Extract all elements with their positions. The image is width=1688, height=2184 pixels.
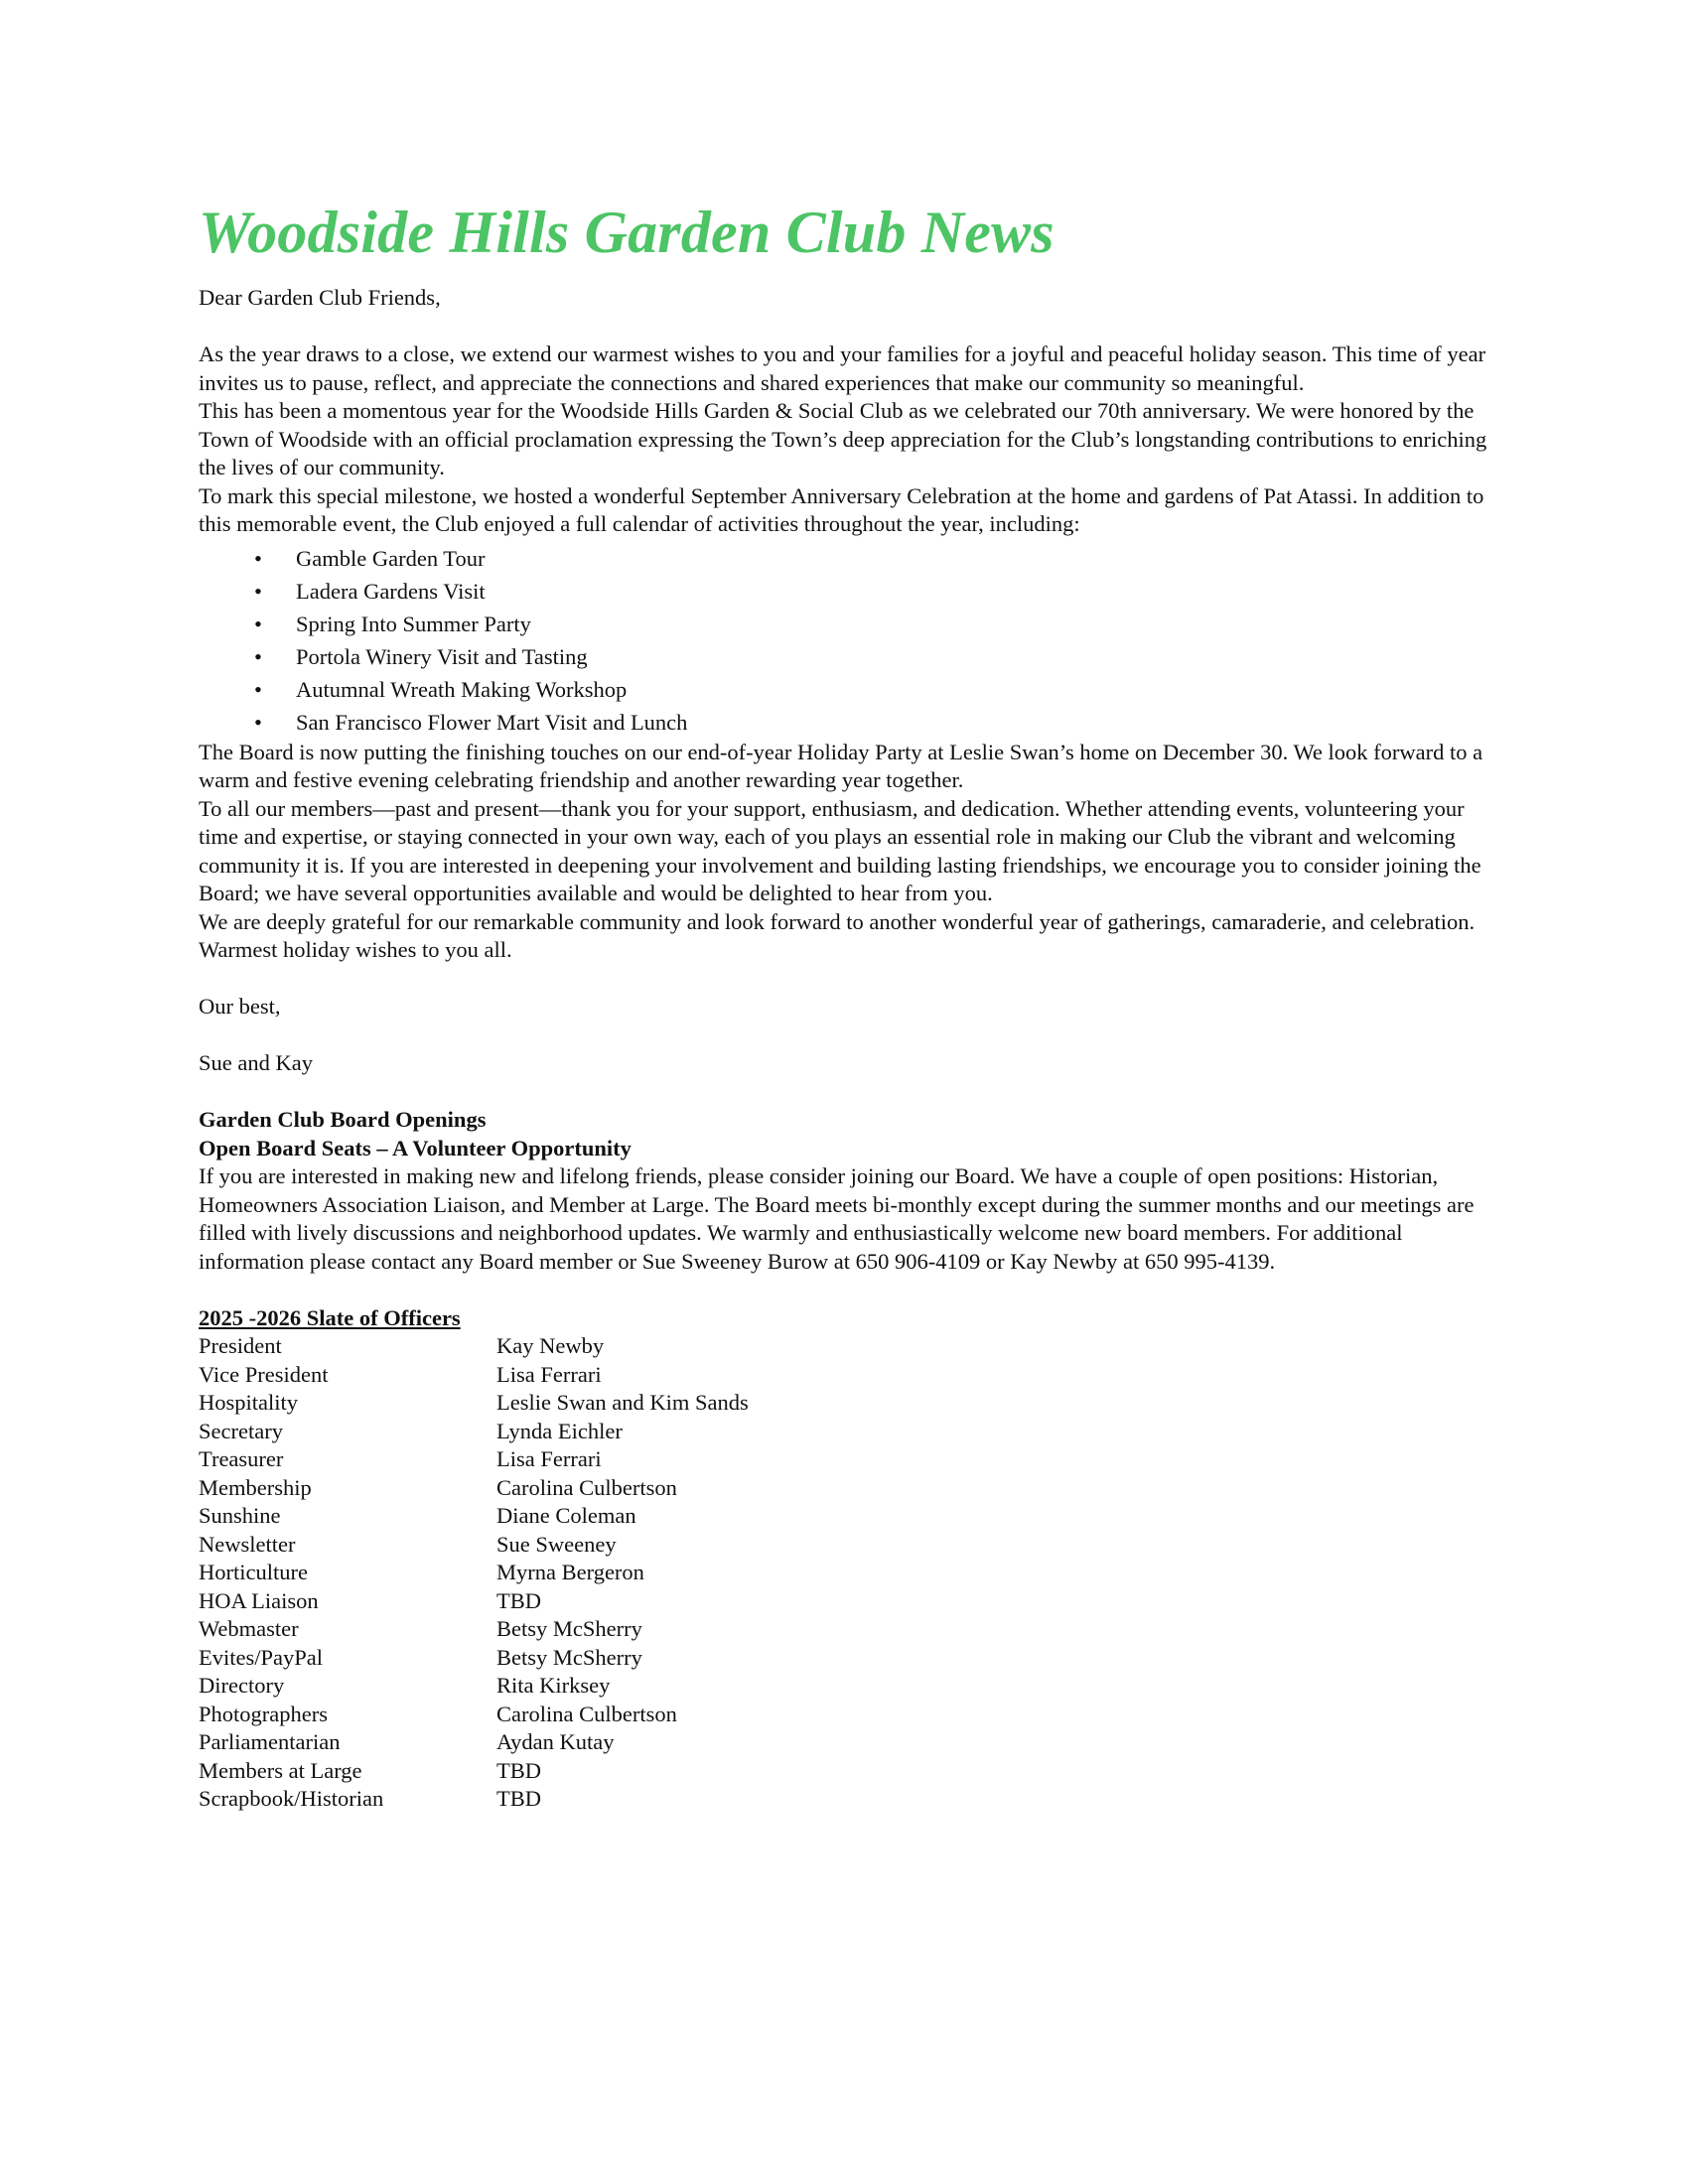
table-row: Hospitality Leslie Swan and Kim Sands xyxy=(199,1390,749,1415)
spacer xyxy=(199,1276,1489,1304)
bullet-icon: • xyxy=(254,643,262,669)
table-row: Evites/PayPal Betsy McSherry xyxy=(199,1644,642,1670)
table-row: Treasurer Lisa Ferrari xyxy=(199,1446,602,1471)
bullet-icon: • xyxy=(254,578,262,604)
list-item: • Ladera Gardens Visit xyxy=(199,575,1489,608)
board-openings-heading: Garden Club Board Openings xyxy=(199,1107,487,1132)
board-openings-body: If you are interested in making new and lifelong friends, please consider joining our Board. We have a couple of open positions: Historian, Homeowners Association Liaison, and Member at Large. The Board meets bi-monthly except during the summer months and our meetings are filled with lively discussions and neighborhood updates. We warmly and enthusiastically welcome new board members. For additional information please contact any Board member or Sue Sweeney Burow at 650 906-4109 or Kay Newby at 650 995-4139. xyxy=(199,1163,1475,1274)
table-row: President Kay Newby xyxy=(199,1333,605,1358)
spacer xyxy=(199,1022,1489,1050)
intro-paragraph-1: As the year draws to a close, we extend our warmest wishes to you and your families for a joyful and peaceful holiday season. This time of year invites us to pause, reflect, and appreciate the connections and shared experiences that make our community so meaningful. xyxy=(199,341,1486,395)
board-openings-subheading: Open Board Seats – A Volunteer Opportunity xyxy=(199,1135,632,1160)
wishes-paragraph: Warmest holiday wishes to you all. xyxy=(199,937,512,962)
table-row: Horticulture Myrna Bergeron xyxy=(199,1560,644,1584)
table-row: Directory Rita Kirksey xyxy=(199,1673,611,1698)
table-row: Sunshine Diane Coleman xyxy=(199,1503,636,1528)
greeting: Dear Garden Club Friends, xyxy=(199,285,441,310)
list-item: • Gamble Garden Tour xyxy=(199,542,1489,575)
list-item: • San Francisco Flower Mart Visit and Lunch xyxy=(199,706,1489,739)
table-row: Newsletter Sue Sweeney xyxy=(199,1531,617,1557)
officers-heading: 2025 -2026 Slate of Officers xyxy=(199,1304,461,1330)
table-row: Parliamentarian Aydan Kutay xyxy=(199,1729,615,1754)
table-row: HOA Liaison TBD xyxy=(199,1587,541,1613)
holiday-party-paragraph: The Board is now putting the finishing touches on our end-of-year Holiday Party at Leslie Swan’s home on December 30. We look forward to a warm and festive evening celebrating friendship and another rewarding year together. xyxy=(199,739,1483,792)
table-row: Vice President Lisa Ferrari xyxy=(199,1361,602,1387)
table-row: Scrapbook/Historian TBD xyxy=(199,1786,541,1811)
activities-list xyxy=(199,542,1489,739)
spacer xyxy=(199,313,1489,341)
newsletter-page xyxy=(199,197,1489,1814)
list-item: • Portola Winery Visit and Tasting xyxy=(199,640,1489,673)
intro-paragraph-2: This has been a momentous year for the Woodside Hills Garden & Social Club as we celebrated our 70th anniversary. We were honored by the Town of Woodside with an official proclamation expressing the Town’s deep appreciation for the Club’s longstanding contributions to enriching the lives of our community. xyxy=(199,398,1487,479)
closing: Our best, xyxy=(199,994,281,1019)
bullet-icon: • xyxy=(254,676,262,702)
list-item: • Autumnal Wreath Making Workshop xyxy=(199,673,1489,706)
list-item: • Spring Into Summer Party xyxy=(199,608,1489,640)
thank-you-paragraph: To all our members—past and present—thank you for your support, enthusiasm, and dedication. Whether attending events, volunteering your time and expertise, or staying connected in your own way, each of you plays an essential role in making our Club the vibrant and welcoming community it is. If you are interested in deepening your involvement and building lasting friendships, we encourage you to consider joining the Board; we have several opportunities available and would be delighted to hear from you. xyxy=(199,795,1481,905)
signature: Sue and Kay xyxy=(199,1050,313,1075)
table-row: Membership Carolina Culbertson xyxy=(199,1474,677,1500)
spacer xyxy=(199,965,1489,994)
table-row: Photographers Carolina Culbertson xyxy=(199,1701,677,1726)
table-row: Webmaster Betsy McSherry xyxy=(199,1616,642,1641)
officers-table xyxy=(199,1332,1489,1814)
table-row: Members at Large TBD xyxy=(199,1757,541,1783)
intro-paragraph-3: To mark this special milestone, we hosted a wonderful September Anniversary Celebration at the home and gardens of Pat Atassi. In addition to this memorable event, the Club enjoyed a full calendar of activities throughout the year, including: xyxy=(199,482,1484,536)
table-row: Secretary Lynda Eichler xyxy=(199,1418,623,1443)
bullet-icon: • xyxy=(254,611,262,636)
bullet-icon: • xyxy=(254,545,262,571)
bullet-icon: • xyxy=(254,709,262,735)
newsletter-title: Woodside Hills Garden Club News xyxy=(199,200,1055,265)
gratitude-paragraph: We are deeply grateful for our remarkable community and look forward to another wonderful year of gatherings, camaraderie, and celebration. xyxy=(199,908,1476,934)
spacer xyxy=(199,1078,1489,1107)
